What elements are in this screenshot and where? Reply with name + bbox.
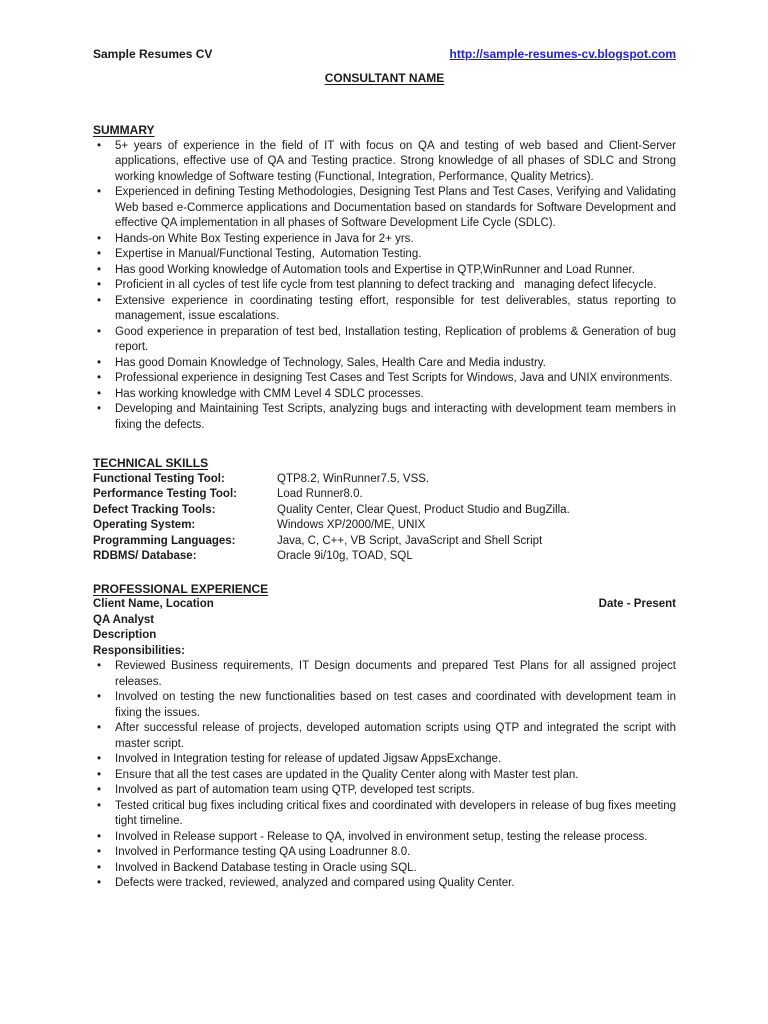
tech-skill-row: [93, 549, 676, 565]
tech-skill-value: Java, C, C++, VB Script, JavaScript and Shell Script: [277, 534, 543, 547]
client-name: Client Name, Location: [93, 598, 214, 610]
tech-skill-label: Operating System:: [93, 519, 196, 531]
tech-skill-label: Programming Languages:: [93, 534, 236, 547]
tech-skill-label: Defect Tracking Tools:: [93, 503, 216, 516]
responsibility-bullet: • Involved in Release support - Release to QA, involved in environment setup, testing the release process.: [93, 830, 676, 846]
document-title: [93, 71, 676, 87]
responsibility-bullet: • Involved on testing the new functionalities based on test cases and coordinated with development team in fixing the issues.: [93, 690, 676, 721]
summary-bullet: • Good experience in preparation of test bed, Installation testing, Replication of problems & Generation of bug report.: [93, 325, 676, 356]
professional-experience-heading: PROFESSIONAL EXPERIENCE: [93, 581, 269, 596]
responsibility-bullet: • After successful release of projects, developed automation scripts using QTP and integrated the script with master script.: [93, 721, 676, 752]
tech-skill-value: Windows XP/2000/ME, UNIX: [277, 519, 426, 531]
employment-date: Date - Present: [598, 598, 676, 610]
summary-bullet: • Professional experience in designing Test Cases and Test Scripts for Windows, Java and UNIX environments.: [93, 371, 676, 387]
technical-skills-section: [93, 456, 676, 565]
summary-heading: SUMMARY: [93, 123, 155, 137]
tech-skill-row: [93, 503, 676, 519]
tech-skill-value: Quality Center, Clear Quest, Product Studio and BugZilla.: [277, 503, 570, 516]
summary-bullet: • Hands-on White Box Testing experience in Java for 2+ yrs.: [93, 232, 676, 248]
job-title: QA Analyst: [93, 613, 155, 626]
summary-bullet-list: [93, 139, 680, 434]
responsibility-bullet: • Defects were tracked, reviewed, analyzed and compared using Quality Center.: [93, 876, 676, 892]
responsibility-bullet: • Involved in Integration testing for release of updated Jigsaw AppsExchange.: [93, 752, 676, 768]
summary-bullet: • Developing and Maintaining Test Scripts, analyzing bugs and interacting with development team members in fixing the defects.: [93, 402, 676, 433]
summary-bullet: • Has good Domain Knowledge of Technology, Sales, Health Care and Media industry.: [93, 356, 676, 372]
responsibility-bullet: • Involved as part of automation team using QTP, developed test scripts.: [93, 783, 676, 799]
description-label: Description: [93, 629, 157, 641]
summary-bullet: • 5+ years of experience in the field of IT with focus on QA and testing of web based and Client-Server applications, effective use of QA and Testing practice. Strong knowledge of all phases of SDLC and Strong working knowledge of Software testing (Functional, Integration, Performance, Quality Metrics).: [93, 139, 676, 186]
responsibility-bullet: • Tested critical bug fixes including critical fixes and coordinated with developers in release of bug fixes meeting tight timeline.: [93, 799, 676, 830]
tech-skill-label: Functional Testing Tool:: [93, 472, 225, 485]
tech-skill-value: QTP8.2, WinRunner7.5, VSS.: [277, 472, 430, 485]
document-title-text: CONSULTANT NAME: [324, 70, 445, 85]
summary-bullet: • Has good Working knowledge of Automation tools and Expertise in QTP,WinRunner and Load Runner.: [93, 263, 676, 279]
responsibility-bullet: • Reviewed Business requirements, IT Design documents and prepared Test Plans for all assigned project releases.: [93, 659, 676, 690]
responsibilities-bullet-list: [93, 659, 680, 892]
tech-skill-label: RDBMS/ Database:: [93, 550, 197, 562]
responsibility-bullet: • Ensure that all the test cases are updated in the Quality Center along with Master test plan.: [93, 768, 676, 784]
responsibility-bullet: • Involved in Performance testing QA using Loadrunner 8.0.: [93, 845, 676, 861]
technical-skills-heading: TECHNICAL SKILLS: [93, 456, 209, 470]
tech-skill-row: [93, 472, 676, 488]
site-url-link[interactable]: http://sample-resumes-cv.blogspot.com: [449, 47, 676, 61]
professional-experience-section: [93, 581, 680, 892]
summary-bullet: • Experienced in defining Testing Methodologies, Designing Test Plans and Test Cases, Verifying and Validating Web based e-Commerce applications and Documentation based on standards for Software Development and effective QA implementation in all phases of Software Development Life Cycle (SDLC).: [93, 185, 676, 232]
tech-skill-label: Performance Testing Tool:: [93, 488, 237, 500]
summary-bullet: • Has working knowledge with CMM Level 4 SDLC processes.: [93, 387, 676, 403]
tech-skill-value: Oracle 9i/10g, TOAD, SQL: [277, 550, 413, 562]
summary-bullet: • Proficient in all cycles of test life cycle from test planning to defect tracking and managing defect lifecycle.: [93, 278, 676, 294]
tech-skill-row: [93, 534, 676, 550]
summary-section: [93, 123, 680, 433]
responsibility-bullet: • Involved in Backend Database testing in Oracle using SQL.: [93, 861, 676, 877]
site-brand: Sample Resumes CV: [93, 47, 213, 61]
page-header: [93, 47, 676, 63]
client-row: [93, 597, 676, 613]
summary-bullet: • Extensive experience in coordinating testing effort, responsible for test deliverables, status reporting to management, issue escalations.: [93, 294, 676, 325]
tech-skill-row: [93, 518, 676, 534]
responsibilities-label: Responsibilities:: [93, 644, 186, 657]
summary-bullet: • Expertise in Manual/Functional Testing, Automation Testing.: [93, 247, 676, 263]
tech-skill-value: Load Runner8.0.: [277, 488, 363, 500]
tech-skill-row: [93, 487, 676, 503]
